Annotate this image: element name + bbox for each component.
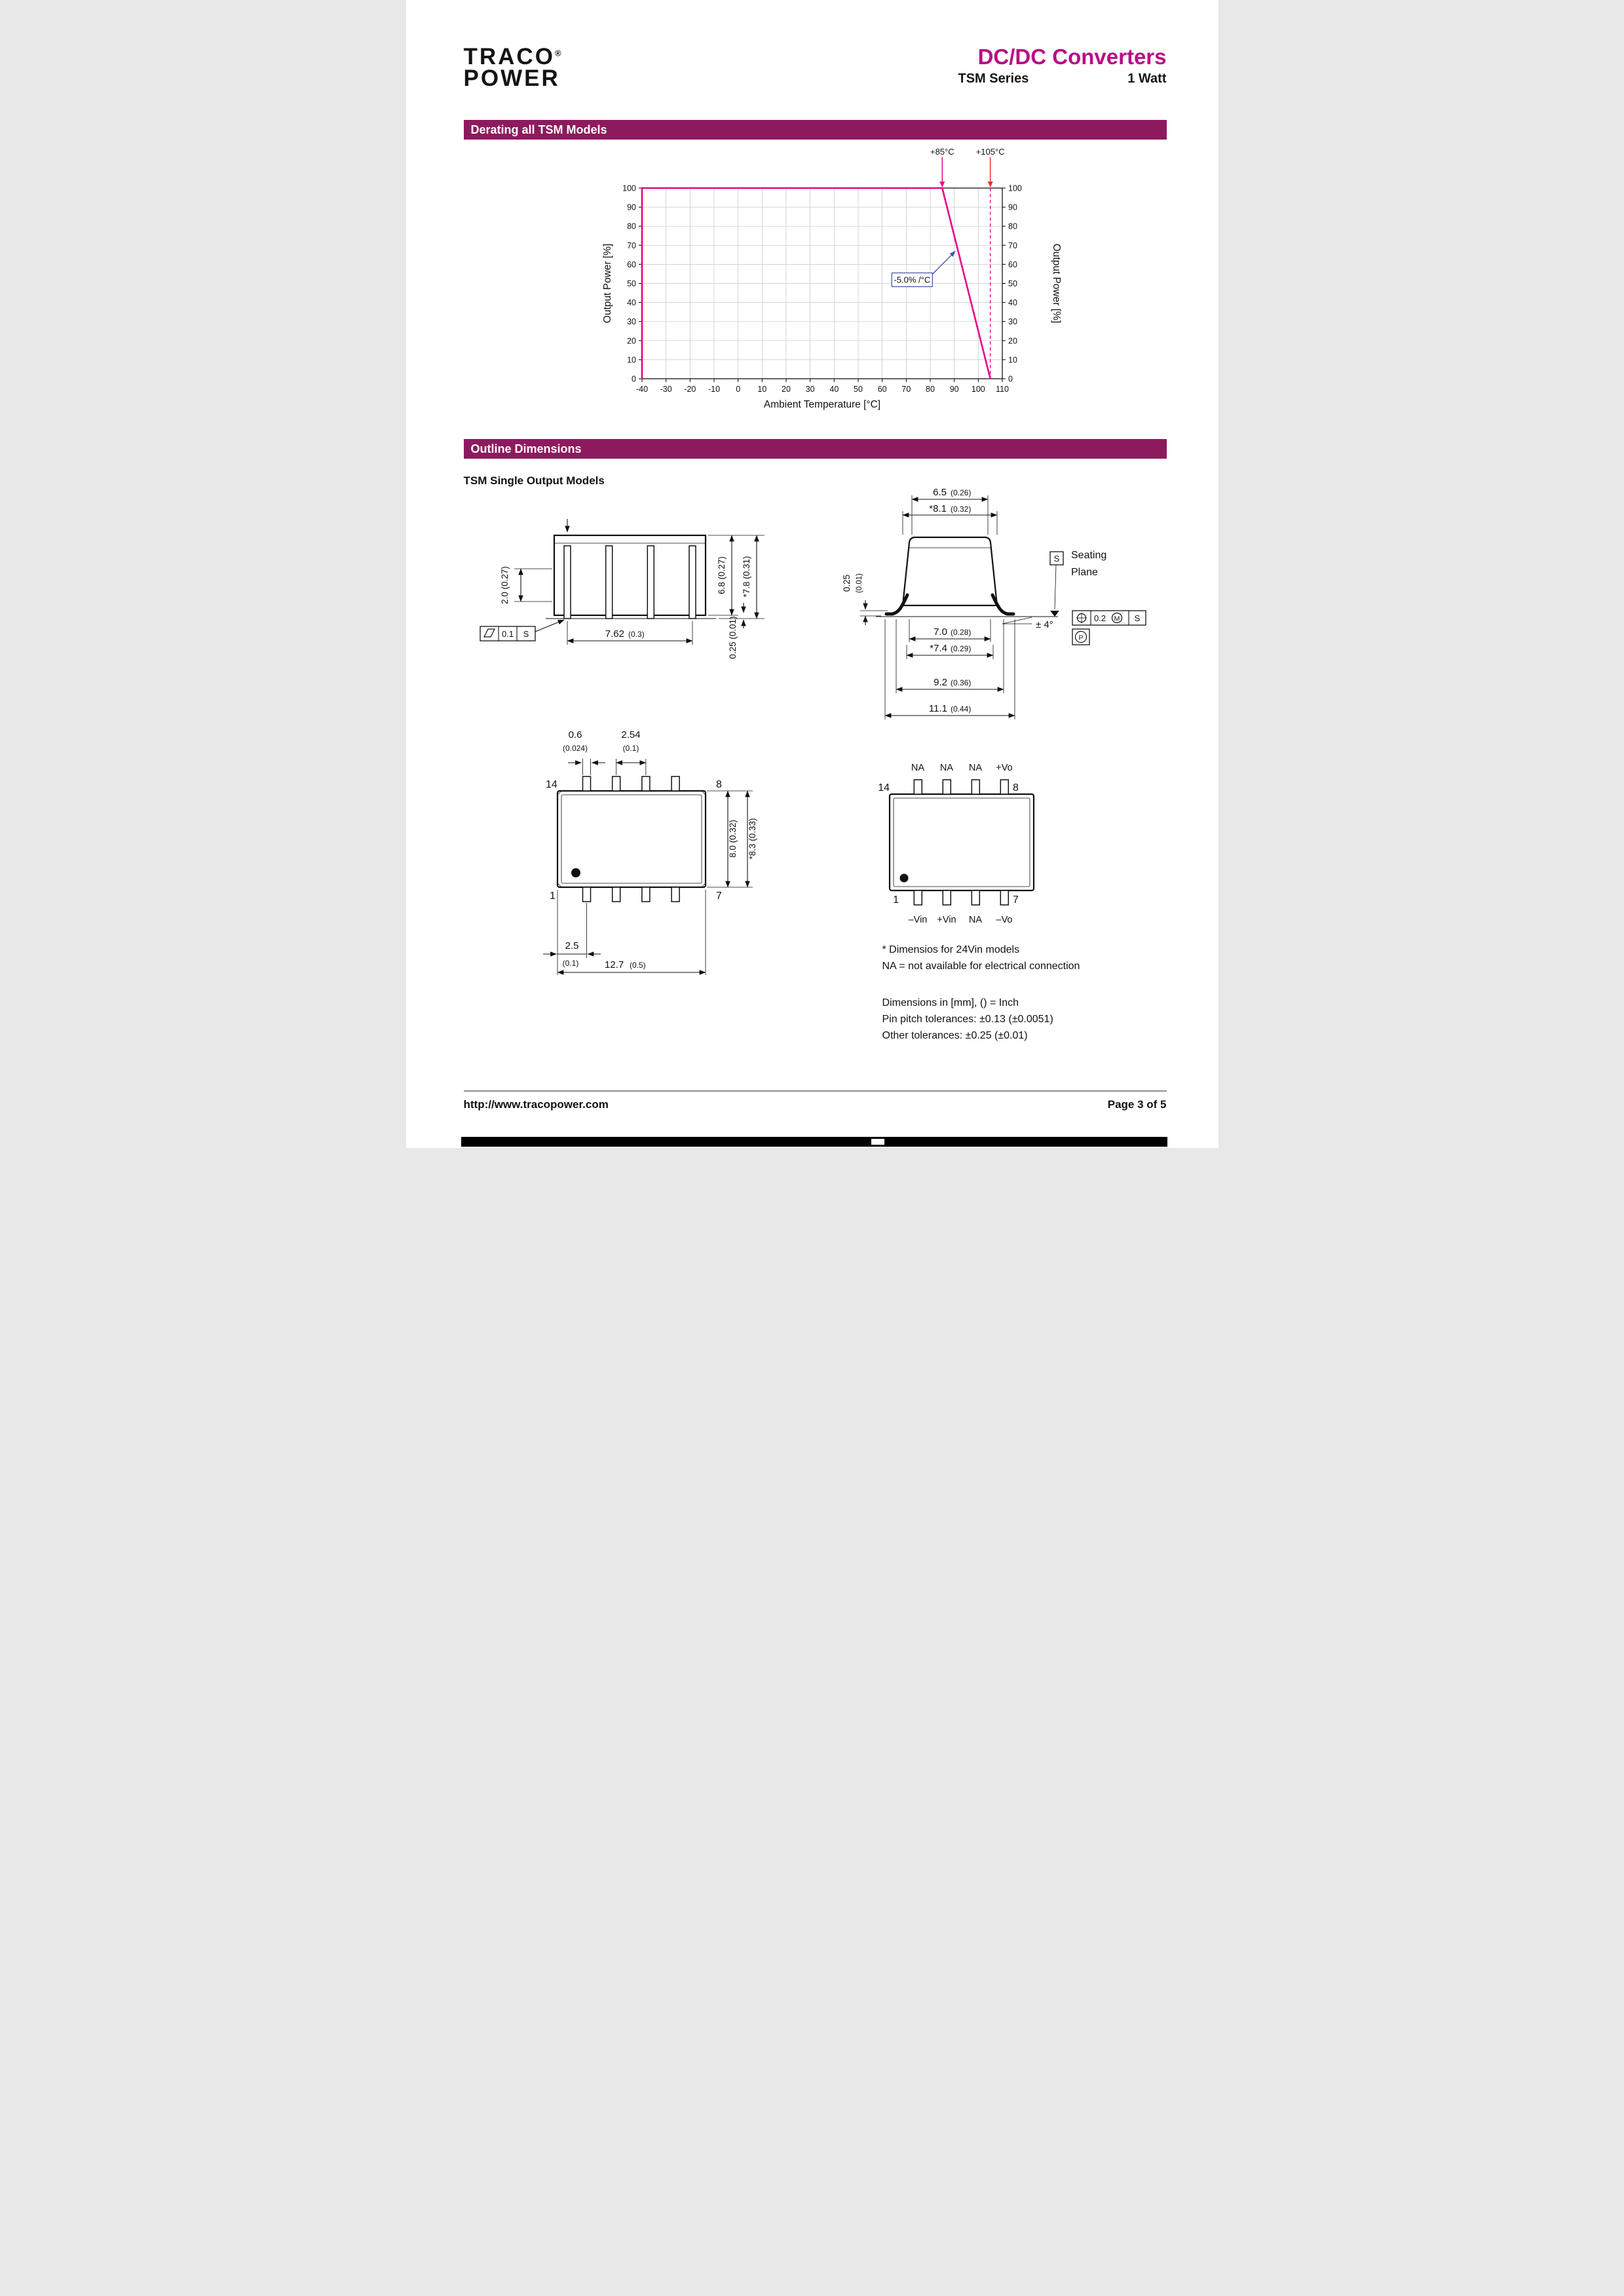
- y-tick-label-left: 90: [626, 202, 636, 212]
- pin-function-label: NA: [911, 763, 924, 773]
- pin-number-14: 14: [545, 779, 557, 790]
- page-edge-strip: [461, 1137, 1167, 1147]
- y-tick-label-left: 80: [626, 221, 636, 231]
- seating-plane-label-1: Seating: [1070, 550, 1106, 561]
- seating-plane-callout: [1050, 550, 1106, 609]
- pin-number-1: 1: [892, 894, 899, 906]
- dim-pin-offset-25: [543, 890, 706, 975]
- logo-text-power: POWER: [463, 66, 560, 92]
- dimension-notes: [882, 942, 1080, 974]
- y-tick-label-right: 0: [1008, 374, 1013, 384]
- x-tick-label: 70: [901, 385, 911, 394]
- side-view-drawing: [475, 516, 773, 664]
- dim-111-inch-label: (0.44): [950, 704, 971, 714]
- mmc-modifier-letter: M: [1114, 615, 1120, 623]
- y-tick-label-right: 20: [1008, 336, 1017, 346]
- x-tick-label: 20: [781, 385, 791, 394]
- pinout-top-labels: [911, 763, 1012, 773]
- dim-lead-thickness: [842, 573, 888, 625]
- dim-92-label: 9.2: [933, 677, 947, 688]
- x-tick-label: 40: [829, 385, 839, 394]
- footer-divider: [464, 1090, 1167, 1092]
- y-axis-label-left: Output Power [%]: [601, 243, 613, 324]
- y-tick-label-right: 50: [1008, 279, 1017, 288]
- dim-2-0-label: 2.0 (0.27): [499, 566, 510, 604]
- wattage: 1 Watt: [1127, 71, 1167, 86]
- series-name: TSM Series: [958, 71, 1029, 86]
- x-tick-label: -40: [635, 385, 648, 394]
- pinout-package: [890, 780, 1034, 905]
- x-tick-label: -20: [683, 385, 696, 394]
- tolerance-line: Pin pitch tolerances: ±0.13 (±0.0051): [882, 1014, 1053, 1025]
- x-tick-label: 110: [995, 385, 1009, 394]
- tolerance-line: Other tolerances: ±0.25 (±0.01): [882, 1030, 1028, 1041]
- x-tick-label: 30: [805, 385, 815, 394]
- pin-function-label: +Vo: [995, 763, 1013, 773]
- registered-trademark-icon: ®: [554, 48, 561, 58]
- dim-25-label: 2.5: [565, 940, 578, 951]
- temperature-callout: +105°C: [975, 147, 1005, 157]
- x-tick-label: -30: [660, 385, 672, 394]
- pin-function-label: –Vin: [908, 915, 927, 925]
- dim-pin-pitch-254: [616, 729, 645, 775]
- dim-06-label: 0.6: [568, 729, 582, 740]
- x-tick-label: 10: [757, 385, 766, 394]
- y-tick-label-left: 50: [626, 279, 636, 288]
- dim-762-label: 7.62: [605, 628, 624, 640]
- y-tick-label-left: 0: [631, 374, 636, 384]
- dim-78-label: *7.8 (0.31): [741, 556, 751, 598]
- note-line: * Dimensios for 24Vin models: [882, 944, 1020, 955]
- pinout-bottom-labels: [908, 915, 1012, 925]
- dim-92-inch-label: (0.36): [950, 678, 971, 687]
- temperature-callout: +85°C: [930, 147, 954, 157]
- dim-lead-span-111: [885, 619, 1015, 719]
- y-tick-label-right: 70: [1008, 240, 1017, 250]
- dim-83-label: *8.3 (0.33): [747, 818, 757, 860]
- callout-arrow-icon: [939, 182, 945, 187]
- section-title-derating: Derating all TSM Models: [470, 123, 607, 136]
- flatness-datum: S: [523, 629, 529, 639]
- dim-body-width-127: [557, 959, 706, 972]
- x-tick-label: 80: [925, 385, 935, 394]
- derating-chart: [596, 145, 1068, 427]
- logo-text-traco: TRACO: [463, 44, 555, 69]
- y-tick-label-left: 10: [626, 355, 636, 365]
- dim-standoff: [728, 603, 744, 659]
- dim-lead-span-74: [907, 643, 993, 659]
- page-edge-notch: [871, 1139, 884, 1145]
- document-subtitle: [958, 71, 1167, 86]
- pin-function-label: NA: [968, 763, 982, 773]
- front-view-drawing: [835, 485, 1173, 727]
- y-tick-label-right: 30: [1008, 317, 1017, 327]
- dim-pin-width: [562, 729, 605, 775]
- dim-body-height: [708, 535, 765, 619]
- y-tick-label-left: 70: [626, 240, 636, 250]
- dim-top-width-81: [903, 503, 997, 535]
- pin-number-8: 8: [1012, 782, 1019, 794]
- section-header-outline: [464, 439, 1167, 459]
- x-tick-label: 50: [853, 385, 863, 394]
- y-tick-label-left: 40: [626, 298, 636, 308]
- dim-025-front-label: 0.25: [841, 574, 852, 592]
- dim-127-label: 12.7: [604, 959, 624, 970]
- pin1-index-dot: [899, 874, 908, 883]
- x-tick-label: 60: [877, 385, 887, 394]
- dim-254-inch-label: (0.1): [622, 744, 639, 753]
- dim-68-label: 6.8 (0.27): [716, 556, 727, 594]
- flatness-callout: [480, 620, 564, 641]
- bottom-view-dimensions-drawing: [527, 721, 786, 976]
- y-tick-label-right: 10: [1008, 355, 1017, 365]
- dim-65-label: 6.5: [932, 487, 947, 498]
- tolerance-value: 0.2: [1093, 613, 1106, 623]
- y-tick-label-left: 100: [622, 183, 636, 193]
- x-tick-label: 100: [971, 385, 985, 394]
- dim-762-inch-label: (0.3): [628, 630, 645, 639]
- y-tick-label-left: 60: [626, 259, 636, 269]
- dim-025-label: 0.25 (0.01): [727, 616, 738, 659]
- dim-80-label: 8.0 (0.32): [727, 820, 738, 858]
- dim-06-inch-label: (0.024): [562, 744, 588, 753]
- dim-81-label: *8.1: [928, 503, 947, 514]
- page-header: [464, 46, 1167, 90]
- flatness-value: 0.1: [501, 629, 514, 639]
- x-axis-label: Ambient Temperature [°C]: [763, 399, 880, 410]
- front-view-package: [876, 537, 1059, 617]
- dim-70-inch-label: (0.28): [950, 628, 971, 637]
- y-tick-label-right: 80: [1008, 221, 1017, 231]
- document-title-block: [958, 46, 1167, 86]
- position-tolerance-frame: [1072, 611, 1146, 645]
- dim-top-width-65: [912, 487, 988, 535]
- footer-page-number: Page 3 of 5: [1107, 1098, 1167, 1111]
- slope-label: -5.0% /°C: [893, 275, 930, 285]
- seating-plane-label-2: Plane: [1070, 567, 1098, 578]
- dim-25-inch-label: (0.1): [562, 959, 578, 968]
- pin-number-1: 1: [549, 890, 556, 902]
- bottom-view-package: [557, 776, 706, 902]
- callout-arrow-icon: [987, 182, 992, 187]
- tolerance-datum: S: [1134, 613, 1140, 623]
- dim-81-inch-label: (0.32): [950, 505, 971, 514]
- pin-number-8: 8: [715, 779, 722, 790]
- dim-127-inch-label: (0.5): [629, 961, 646, 970]
- dim-lead-height: [500, 566, 552, 604]
- projected-zone-letter: P: [1078, 634, 1084, 642]
- dim-pin-pitch-762: [567, 621, 692, 645]
- traco-power-logo: [464, 46, 561, 90]
- y-tick-label-right: 90: [1008, 202, 1017, 212]
- section-title-outline: Outline Dimensions: [470, 442, 582, 455]
- tolerance-line: Dimensions in [mm], () = Inch: [882, 997, 1019, 1008]
- x-tick-label: 0: [735, 385, 740, 394]
- x-tick-label: 90: [949, 385, 959, 394]
- pin1-index-dot: [571, 868, 580, 877]
- y-axis-label-right: Output Power [%]: [1050, 243, 1062, 324]
- pin-function-label: NA: [968, 915, 982, 925]
- dim-65-inch-label: (0.26): [950, 488, 971, 497]
- y-tick-label-left: 20: [626, 336, 636, 346]
- dim-025-front-inch-label: (0.01): [855, 573, 863, 594]
- pin-number-14: 14: [877, 782, 890, 794]
- note-line: NA = not available for electrical connection: [882, 961, 1080, 972]
- lead-angle-callout: [1002, 617, 1053, 630]
- dim-74-label: *7.4: [929, 643, 947, 654]
- pin-function-label: NA: [939, 763, 953, 773]
- pin-number-7: 7: [715, 890, 722, 902]
- section-header-derating: [464, 120, 1167, 140]
- pin-function-label: +Vin: [936, 915, 956, 925]
- pin-number-7: 7: [1012, 894, 1019, 906]
- y-tick-label-right: 100: [1008, 183, 1022, 193]
- dim-70-label: 7.0: [933, 626, 947, 638]
- seating-datum-letter: S: [1053, 554, 1059, 564]
- document-title: DC/DC Converters: [977, 45, 1167, 69]
- y-tick-label-right: 40: [1008, 298, 1017, 308]
- dim-74-inch-label: (0.29): [950, 644, 971, 653]
- dim-254-label: 2.54: [620, 729, 641, 740]
- pinout-drawing: [865, 754, 1061, 944]
- dim-111-label: 11.1: [928, 703, 947, 714]
- pin-function-label: –Vo: [996, 915, 1012, 925]
- dim-body-height-80: [707, 791, 757, 887]
- datasheet-page: [406, 0, 1218, 1148]
- y-tick-label-right: 60: [1008, 259, 1017, 269]
- y-tick-label-left: 30: [626, 317, 636, 327]
- dim-lead-span-92: [896, 619, 1004, 693]
- x-tick-label: -10: [708, 385, 720, 394]
- footer-url-link[interactable]: http://www.tracopower.com: [463, 1098, 609, 1111]
- outline-subtitle: TSM Single Output Models: [463, 474, 605, 487]
- tolerance-notes: [882, 995, 1053, 1044]
- dim-lead-span-70: [909, 619, 991, 642]
- datum-triangle-icon: [1050, 611, 1059, 617]
- lead-angle-label: ± 4°: [1035, 619, 1053, 630]
- side-view-package: [546, 519, 716, 619]
